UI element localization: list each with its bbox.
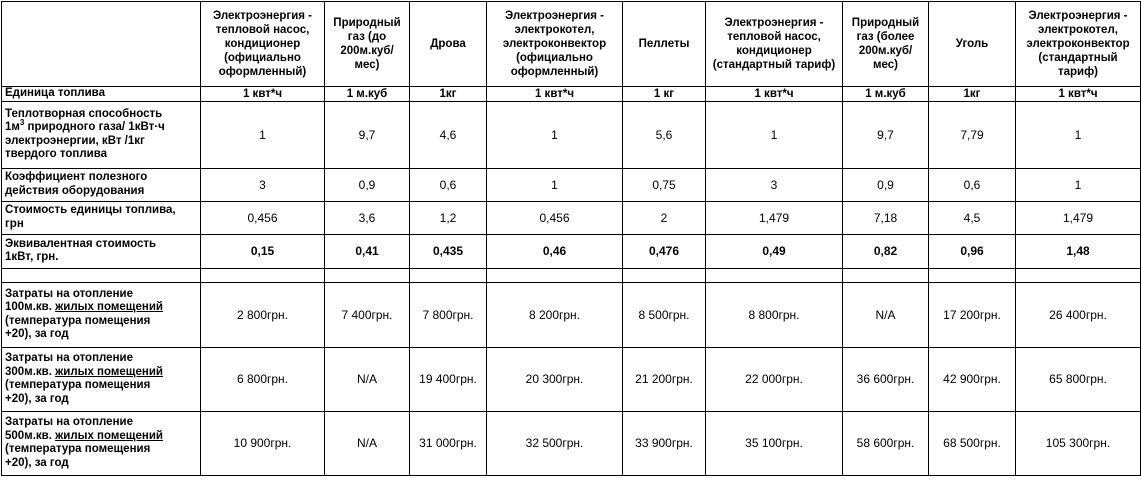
table-cell: 1 квт*ч <box>1016 87 1141 102</box>
table-cell: 1кг <box>410 87 487 102</box>
row-label-heating-500 <box>2 411 201 475</box>
table-cell: 20 300грн. <box>487 347 623 411</box>
row-label-heating-100 <box>2 282 201 347</box>
table-cell: 1кг <box>929 87 1016 102</box>
table-cell: 0,82 <box>843 234 929 268</box>
table-row-heating-500 <box>2 411 1141 475</box>
table-cell: 21 200грн. <box>623 347 706 411</box>
label-line: 1кВт, грн. <box>5 251 59 263</box>
table-cell: 4,5 <box>929 201 1016 234</box>
empty-cell <box>2 268 201 282</box>
empty-cell <box>623 268 706 282</box>
label-line: Коэффициент полезного <box>5 171 148 183</box>
label-line: (температура помещения <box>5 314 151 327</box>
table-cell: 10 900грн. <box>201 411 325 475</box>
table-cell: 2 <box>623 201 706 234</box>
table-cell: 1 квт*ч <box>487 87 623 102</box>
label-line: Затраты на отопление <box>5 416 133 428</box>
table-cell: 1 <box>1016 101 1141 168</box>
table-cell: 1,2 <box>410 201 487 234</box>
table-cell: 1 <box>201 101 325 168</box>
label-line: действия оборудования <box>5 184 145 197</box>
table-cell: 7 400грн. <box>325 282 410 347</box>
table-cell: 9,7 <box>325 101 410 168</box>
table-cell: 8 200грн. <box>487 282 623 347</box>
table-row-efficiency <box>2 168 1141 201</box>
label-line: 1м <box>5 121 20 133</box>
label-line: электроэнергии, кВт /1кг <box>5 134 145 147</box>
row-label-equiv-cost <box>2 234 201 268</box>
label-line: Эквивалентная стоимость <box>5 237 157 250</box>
table-cell: 3,6 <box>325 201 410 234</box>
table-cell: 33 900грн. <box>623 411 706 475</box>
column-header-gas-over-200: Природный газ (более 200м.куб/ мес) <box>843 2 929 87</box>
table-cell: 0,476 <box>623 234 706 268</box>
table-cell: 0,9 <box>843 168 929 201</box>
table-cell: 32 500грн. <box>487 411 623 475</box>
column-header-pellets: Пеллеты <box>623 2 706 87</box>
table-cell: 7,18 <box>843 201 929 234</box>
table-cell: N/A <box>325 411 410 475</box>
table-cell: 1 квт*ч <box>706 87 843 102</box>
table-cell: 105 300грн. <box>1016 411 1141 475</box>
table-cell: 1 <box>487 168 623 201</box>
table-row-unit <box>2 87 1141 102</box>
row-label-unit: Единица топлива <box>2 87 201 102</box>
table-cell: 0,6 <box>410 168 487 201</box>
table-cell: 2 800грн. <box>201 282 325 347</box>
column-header-electric-boiler-standard: Электроэнергия - электрокотел, электроконвектор (стандартный тариф) <box>1016 2 1141 87</box>
heating-cost-table <box>1 1 1141 476</box>
label-line: Теплотворная способность <box>5 107 163 120</box>
table-cell: 5,6 <box>623 101 706 168</box>
table-cell: 8 800грн. <box>706 282 843 347</box>
table-cell: 7,79 <box>929 101 1016 168</box>
label-line: +20), за год <box>5 328 69 340</box>
table-row-calorific <box>2 101 1141 168</box>
label-line: +20), за год <box>5 392 69 405</box>
table-cell: 4,6 <box>410 101 487 168</box>
table-cell: 1,479 <box>1016 201 1141 234</box>
table-cell: N/A <box>843 282 929 347</box>
table-cell: 17 200грн. <box>929 282 1016 347</box>
table-cell: 0,96 <box>929 234 1016 268</box>
table-cell: 31 000грн. <box>410 411 487 475</box>
living-space-link[interactable]: жилых помещений <box>55 429 163 442</box>
empty-cell <box>1016 268 1141 282</box>
living-space-link[interactable]: жилых помещений <box>55 365 163 378</box>
row-label-efficiency <box>2 168 201 201</box>
table-row-spacer <box>2 268 1141 282</box>
label-line: грн <box>5 217 24 230</box>
table-cell: 1 <box>1016 168 1141 201</box>
label-line: 100м.кв. <box>5 301 56 313</box>
column-header-heatpump-official: Электроэнергия - тепловой насос, кондиционер (официально оформленный) <box>201 2 325 87</box>
table-cell: 1 <box>487 101 623 168</box>
table-cell: 22 000грн. <box>706 347 843 411</box>
empty-cell <box>706 268 843 282</box>
label-superscript: 3 <box>19 118 25 128</box>
table-cell: 58 600грн. <box>843 411 929 475</box>
living-space-link[interactable]: жилых помещений <box>55 301 163 313</box>
label-line: (температура помещения <box>5 379 151 391</box>
table-row-heating-300 <box>2 347 1141 411</box>
label-line: (температура помещения <box>5 443 151 455</box>
empty-cell <box>843 268 929 282</box>
table-cell: 3 <box>706 168 843 201</box>
column-header-firewood: Дрова <box>410 2 487 87</box>
table-cell: 3 <box>201 168 325 201</box>
table-cell: 1 <box>706 101 843 168</box>
label-line: 300м.кв. <box>5 365 56 378</box>
table-row-equiv-cost <box>2 234 1141 268</box>
table-cell: 1 кг <box>623 87 706 102</box>
table-cell: 7 800грн. <box>410 282 487 347</box>
column-header-heatpump-standard: Электроэнергия - тепловой насос, кондиционер (стандартный тариф) <box>706 2 843 87</box>
table-cell: 1,48 <box>1016 234 1141 268</box>
row-label-calorific <box>2 101 201 168</box>
table-cell: 1 м.куб <box>325 87 410 102</box>
table-row-unit-cost <box>2 201 1141 234</box>
table-cell: 0,75 <box>623 168 706 201</box>
empty-cell <box>929 268 1016 282</box>
table-cell: 1 квт*ч <box>201 87 325 102</box>
table-cell: 1 м.куб <box>843 87 929 102</box>
table-cell: 35 100грн. <box>706 411 843 475</box>
table-cell: 6 800грн. <box>201 347 325 411</box>
table-cell: 1,479 <box>706 201 843 234</box>
header-row <box>2 2 1141 87</box>
table-cell: N/A <box>325 347 410 411</box>
table-cell: 0,15 <box>201 234 325 268</box>
table-cell: 68 500грн. <box>929 411 1016 475</box>
table-cell: 8 500грн. <box>623 282 706 347</box>
table-cell: 0,49 <box>706 234 843 268</box>
label-line: 500м.кв. <box>5 429 56 442</box>
label-line: Затраты на отопление <box>5 287 133 300</box>
label-line: твердого топлива <box>5 148 108 160</box>
empty-cell <box>325 268 410 282</box>
empty-cell <box>410 268 487 282</box>
header-corner-cell <box>2 2 201 87</box>
empty-cell <box>487 268 623 282</box>
table-row-heating-100 <box>2 282 1141 347</box>
empty-cell <box>201 268 325 282</box>
table-cell: 26 400грн. <box>1016 282 1141 347</box>
column-header-gas-under-200: Природный газ (до 200м.куб/ мес) <box>325 2 410 87</box>
row-label-heating-300 <box>2 347 201 411</box>
table-cell: 9,7 <box>843 101 929 168</box>
table-cell: 36 600грн. <box>843 347 929 411</box>
column-header-coal: Уголь <box>929 2 1016 87</box>
column-header-electric-boiler-official: Электроэнергия - электрокотел, электроконвектор (официально оформленный) <box>487 2 623 87</box>
table-cell: 42 900грн. <box>929 347 1016 411</box>
table-cell: 19 400грн. <box>410 347 487 411</box>
row-label-unit-cost <box>2 201 201 234</box>
table-cell: 0,9 <box>325 168 410 201</box>
label-line: +20), за год <box>5 456 69 469</box>
table-cell: 0,435 <box>410 234 487 268</box>
label-line: Стоимость единицы топлива, <box>5 204 176 216</box>
table-cell: 0,456 <box>201 201 325 234</box>
table-cell: 65 800грн. <box>1016 347 1141 411</box>
table-cell: 0,41 <box>325 234 410 268</box>
table-cell: 0,456 <box>487 201 623 234</box>
label-line: Затраты на отопление <box>5 352 133 364</box>
label-line: природного газа/ 1кВт·ч <box>24 121 165 133</box>
table-cell: 0,6 <box>929 168 1016 201</box>
table-cell: 0,46 <box>487 234 623 268</box>
